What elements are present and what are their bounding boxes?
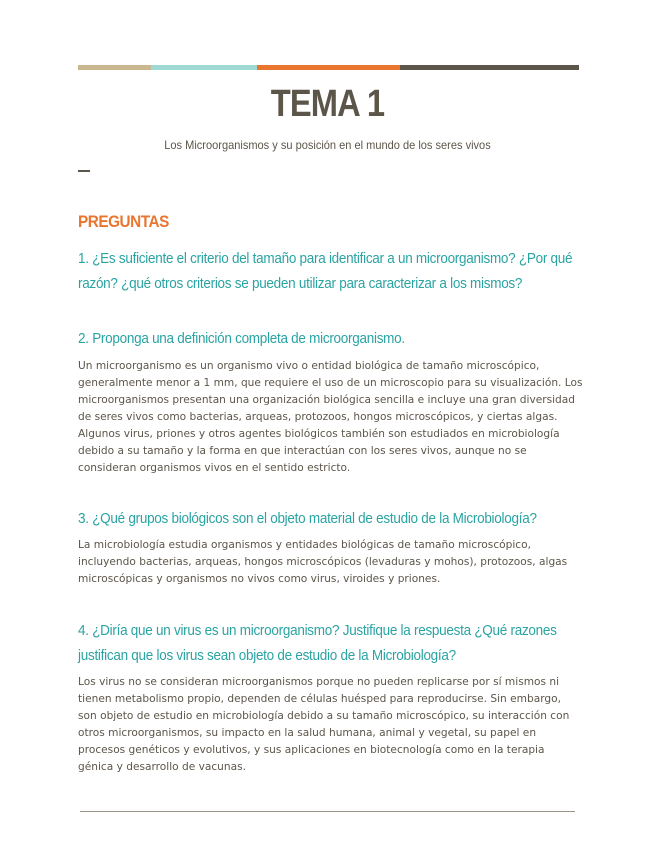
color-bar-segment-tan xyxy=(78,65,151,70)
color-bar-segment-orange xyxy=(257,65,400,70)
page-title: TEMA 1 xyxy=(270,83,385,125)
section-heading: PREGUNTAS xyxy=(78,212,169,231)
color-bar-segment-aqua xyxy=(151,65,257,70)
color-bar-segment-brown xyxy=(400,65,579,70)
question-2: 2. Proponga una definición completa de microorganismo. xyxy=(78,330,405,347)
answer-3: La microbiología estudia organismos y entidades biológicas de tamaño microscópico, incluyendo bacterias, arqueas, hongos microscópicos (levaduras y mohos), protozoos, algas microscópicas y organismos no vivos como virus, viroides y priones. xyxy=(78,539,568,585)
question-3: 3. ¿Qué grupos biológicos son el objeto material de estudio de la Microbiología? xyxy=(78,510,537,527)
footer-divider xyxy=(80,811,575,812)
answer-4: Los virus no se consideran microorganismos porque no pueden replicarse por sí mismos ni tienen metabolismo propio, dependen de células huésped para reproducirse. Sin embargo, son objeto de estudio en microbiología debido a su tamaño microscópico, su interacción con otros microorganismos, su impacto en la salud humana, animal y vegetal, su papel en procesos genéticos y evolutivos, y sus aplicaciones en biotecnología como en la terapia génica y desarrollo de vacunas. xyxy=(78,676,570,773)
header-color-bar xyxy=(78,65,579,70)
page-subtitle: Los Microorganismos y su posición en el mundo de los seres vivos xyxy=(164,138,491,152)
question-4: 4. ¿Diría que un virus es un microorganismo? Justifique la respuesta ¿Qué razones justifican que los virus sean objeto de estudio de la Microbiología? xyxy=(78,622,557,664)
title-divider xyxy=(78,170,90,172)
answer-2: Un microorganismo es un organismo vivo o entidad biológica de tamaño microscópico, generalmente menor a 1 mm, que requiere el uso de un microscopio para su visualización. Los microorganismos presentan una organización biológica sencilla e incluye una gran diversidad de seres vivos como bacterias, arqueas, protozoos, hongos microscópicos, y ciertas algas. Algunos virus, priones y otros agentes biológicos también son estudiados en microbiología debido a su tamaño y la forma en que interactúan con los seres vivos, aunque no se consideran organismos vivos en el sentido estricto. xyxy=(78,360,583,474)
question-1: 1. ¿Es suficiente el criterio del tamaño para identificar a un microorganismo? ¿Por qué razón? ¿qué otros criterios se pueden utilizar para caracterizar a los mismos? xyxy=(78,250,573,292)
